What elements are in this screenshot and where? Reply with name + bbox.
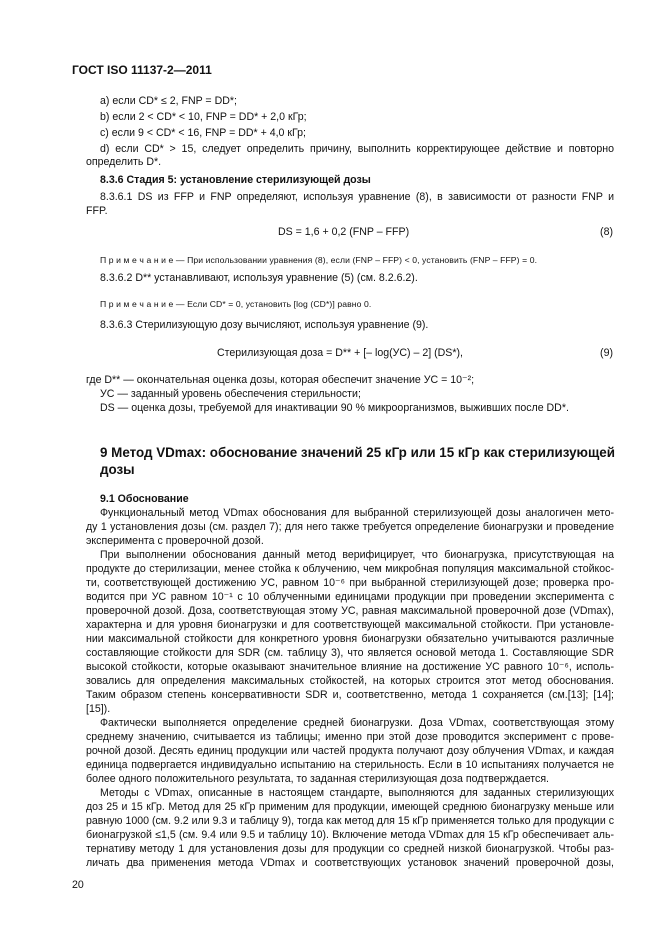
definition: УС — заданный уровень обеспечения стерильности; [100,388,361,400]
paragraph-line: проверочной дозой. Доза, соответствующая этому УС, равная максимальной проверочной дозе (VDmax), [86,605,614,617]
equation-8-number: (8) [600,226,613,238]
paragraph-line: составляющие стойкости для SDR (см. таблицу 3), что является основой метода 1. Составляющие SDR [86,647,614,659]
definition: где D** — окончательная оценка дозы, которая обеспечит значение УС = 10⁻²; [86,374,475,386]
note: П р и м е ч а н и е — Если CD* = 0, установить [log (CD*)] равно 0. [100,299,372,309]
paragraph-line: доз 25 и 15 кГр. Метод для 25 кГр применим для продукции, имеющей среднюю бионагрузку меньше или [86,801,614,813]
subsection-heading: 8.3.6 Стадия 5: установление стерилизующей дозы [100,174,371,186]
paragraph-line: тернативу методу 1 для установления дозы для продукции со средней низкой бионагрузкой. Чтобы раз- [86,843,614,855]
paragraph: 8.3.6.1 DS из FFP и FNP определяют, используя уравнение (8), в зависимости от разности FNP и [100,191,614,203]
paragraph: FFP. [86,205,108,217]
section-title-cont: дозы [100,462,135,477]
paragraph-line: водится при УС равном 10⁻¹ с 10 облученными единицами продукции при проведении эксперимента с [86,591,614,603]
paragraph-line: зовались для определения максимальных стойкостей, на которых строится этот метод обоснования. [86,675,614,687]
list-item-d: d) если CD* > 15, следует определить причину, выполнить корректирующее действие и повторно [100,143,614,155]
paragraph-line: Фактически выполняется определение средней бионагрузки. Доза VDmax, соответствующая этому [100,717,614,729]
paragraph: 8.3.6.2 D** устанавливают, используя уравнение (5) (см. 8.2.6.2). [100,272,418,284]
paragraph-line: личать два применения метода VDmax и соответствующих установок значений проверочной дозы, [86,857,614,869]
paragraph-line: среднему значению, считывается из таблицы; именно при этой дозе проводится эксперимент с прове- [86,731,614,743]
paragraph-line: бионагрузкой ≤1,5 (см. 9.4 или 9.5 и таблицу 10). Включение метода VDmax для 15 кГр обеспечивает аль- [86,829,614,841]
paragraph-line: ти, соответствующей достижению УС, равном 10⁻⁶ при выбранной стерилизующей дозе; проверка про- [86,577,614,589]
equation-9: Стерилизующая доза = D** + [– log(УС) – 2] (DS*), [217,347,463,359]
list-item-b: b) если 2 < CD* < 10, FNP = DD* + 2,0 кГр; [100,111,307,123]
paragraph-line: нии максимальной стойкости для конкретного уровня бионагрузки обязательно учитываются различные [86,633,614,645]
list-item-d-cont: определить D*. [86,156,162,168]
paragraph-line: продукте до стерилизации, менее стойка к облучению, чем микробная популяция максимальной стойкос- [86,563,614,575]
list-item-a: а) если CD* ≤ 2, FNP = DD*; [100,95,237,107]
paragraph-line: рочной дозой. Десять единиц продукции или частей продукта получают дозу облучения VDmax, и каждая [86,745,614,757]
paragraph-line: Таким образом степень консервативности SDR и, соответственно, метода 1 сохраняется (см.[13]; [14]; [86,689,614,701]
equation-8: DS = 1,6 + 0,2 (FNP – FFP) [278,226,410,238]
paragraph-line: эксперимента с проверочной дозой. [86,535,264,547]
subsection-heading: 9.1 Обоснование [100,493,189,505]
paragraph-line: характерна и для уровня бионагрузки и для соответствующей максимальной стойкости. При установле- [86,619,614,631]
paragraph-line: равную 1000 (см. 9.2 или 9.3 и таблицу 9), тогда как метод для 15 кГр применяется только для продукции с [86,815,614,827]
paragraph: 8.3.6.3 Стерилизующую дозу вычисляют, используя уравнение (9). [100,319,429,331]
paragraph-line: более одного положительного результата, то заданная стерилизующая доза подтверждается. [86,773,550,785]
paragraph-line: При выполнении обоснования данный метод верифицирует, что бионагрузка, присутствующая на [100,549,614,561]
note: П р и м е ч а н и е — При использовании уравнения (8), если (FNP – FFP) < 0, установить (FNP – FFP) = 0. [100,255,538,265]
definition: DS — оценка дозы, требуемой для инактивации 90 % микроорганизмов, выживших после DD*. [100,402,569,414]
paragraph-line: высокой стойкости, которые оказывают значительное влияние на достижение УС равного 10⁻⁶, исполь- [86,661,614,673]
equation-9-number: (9) [600,347,613,359]
paragraph-line: Методы с VDmax, описанные в настоящем стандарте, выполняются для заданных стерилизующих [100,787,614,799]
paragraph-line: единица подвергается индивидуально испытанию на стерильность. Если в 10 испытаниях получается не [86,759,614,771]
paragraph-line: ду 1 установления дозы (см. раздел 7); для него также требуется определение бионагрузки и проведение [86,521,614,533]
page-number: 20 [72,879,84,891]
list-item-c: c) если 9 < CD* < 16, FNP = DD* + 4,0 кГр; [100,127,306,139]
section-title: 9 Метод VDmax: обоснование значений 25 кГр или 15 кГр как стерилизующей [100,445,615,460]
paragraph-line: [15]). [86,703,111,715]
document-header: ГОСТ ISO 11137-2—2011 [72,63,212,77]
paragraph-line: Функциональный метод VDmax обоснования для выбранной стерилизующей дозы аналогичен мето- [100,507,614,519]
